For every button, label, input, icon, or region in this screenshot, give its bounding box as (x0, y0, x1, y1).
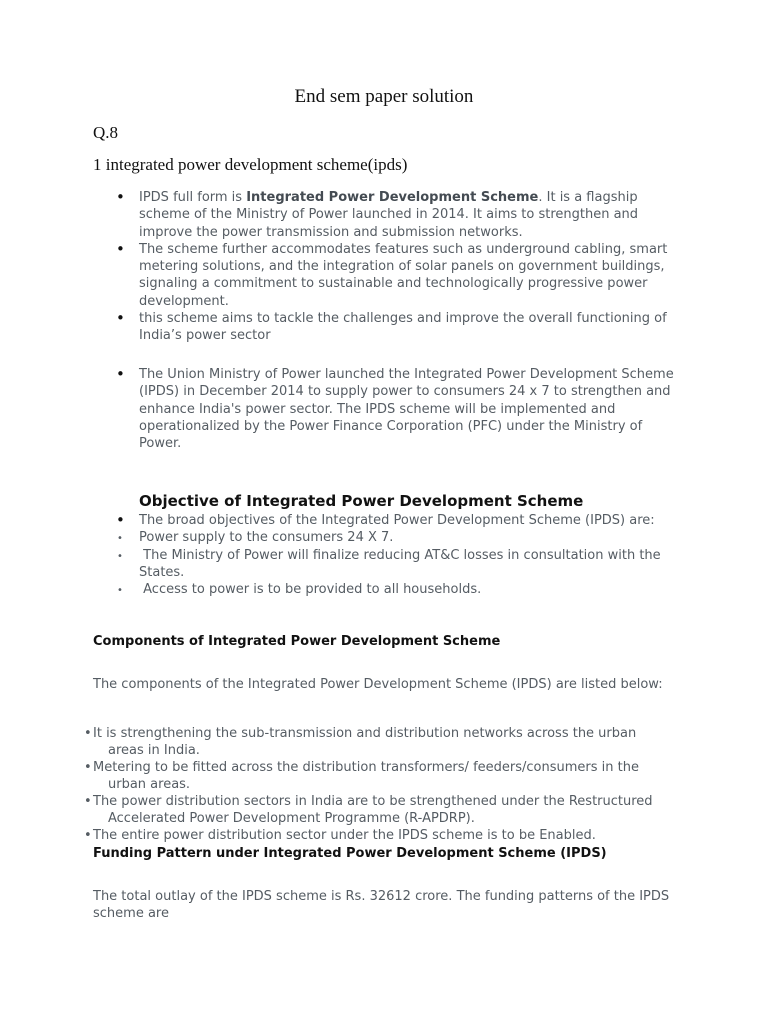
bullet-text: Metering to be fitted across the distribution transformers/ feeders/consumers in the urban areas. (93, 760, 639, 792)
funding-text: The total outlay of the IPDS scheme is Rs. 32612 crore. The funding patterns of the IPDS scheme are (93, 889, 670, 921)
list-item (0, 189, 768, 241)
objective-bullet-list (0, 512, 768, 598)
bullet-text: The Ministry of Power will finalize reducing AT&C losses in consultation with the States. (139, 547, 665, 580)
bullet-text: Power supply to the consumers 24 X 7. (139, 530, 394, 546)
bullet-text: this scheme aims to tackle the challenges and improve the overall functioning of India’s power sector (139, 311, 667, 344)
list-item (0, 827, 768, 844)
intro-bullet-list-top (0, 189, 768, 345)
list-item (0, 547, 768, 582)
list-item (0, 759, 768, 793)
bullet-icon: • (116, 239, 125, 258)
bullet-icon: • (84, 828, 92, 843)
question-number: Q.8 (93, 123, 119, 142)
bullet-icon: • (116, 188, 125, 206)
bullet-text: The entire power distribution sector under the IPDS scheme is to be Enabled. (93, 828, 596, 843)
bullet-text: IPDS full form is (139, 190, 247, 205)
list-item (0, 366, 768, 452)
section-subheading: 1 integrated power development scheme(ipds) (93, 155, 408, 174)
list-item (0, 310, 768, 345)
list-item (0, 725, 768, 759)
bullet-icon: • (84, 760, 92, 775)
components-bullet-list (0, 725, 768, 844)
bullet-icon: • (116, 309, 125, 328)
list-item (0, 241, 768, 310)
bullet-text: The broad objectives of the Integrated Power Development Scheme (IPDS) are: (139, 513, 655, 528)
intro-bullet-list-bottom (0, 366, 768, 452)
bullet-text: The Union Ministry of Power launched the Integrated Power Development Scheme (IPDS) in December 2014 to supply power to consumers 24 x 7 to strengthen and enhance India's power sector. The IPDS scheme will be implemented and operationalized by the Power Finance Corporation (PFC) under the Ministry of Power. (139, 367, 674, 452)
list-item (0, 512, 768, 529)
list-item (0, 529, 768, 546)
components-intro: The components of the Integrated Power Development Scheme (IPDS) are listed below: (93, 677, 663, 692)
bullet-text: The power distribution sectors in India are to be strengthened under the Restructured Accelerated Power Development Programme (R-APDRP). (93, 794, 653, 826)
bullet-icon: • (117, 533, 123, 545)
bullet-text: The scheme further accommodates features such as underground cabling, smart metering solutions, and the integration of solar panels on government buildings, signaling a commitment to sustainable and technologically progressive power development. (139, 241, 668, 309)
bullet-icon: • (117, 585, 123, 597)
list-item (0, 581, 768, 598)
funding-heading: Funding Pattern under Integrated Power Development Scheme (IPDS) (93, 846, 607, 861)
bold-term: Integrated Power Development Scheme (246, 190, 539, 205)
list-item (0, 793, 768, 827)
bullet-icon: • (84, 794, 92, 809)
objective-heading: Objective of Integrated Power Development Scheme (139, 492, 584, 510)
components-heading: Components of Integrated Power Development Scheme (93, 634, 501, 649)
bullet-icon: • (116, 511, 125, 529)
bullet-text: It is strengthening the sub-transmission and distribution networks across the urban areas in India. (93, 726, 637, 758)
bullet-icon: • (116, 365, 125, 383)
bullet-text: . It is a flagship scheme of the Ministry of Power launched in 2014. It aims to strengthen and improve the power transmission and submission networks. (139, 190, 639, 240)
bullet-text: Access to power is to be provided to all households. (139, 582, 482, 598)
document-title: End sem paper solution (294, 86, 474, 107)
bullet-icon: • (84, 726, 92, 741)
bullet-icon: • (117, 550, 123, 562)
